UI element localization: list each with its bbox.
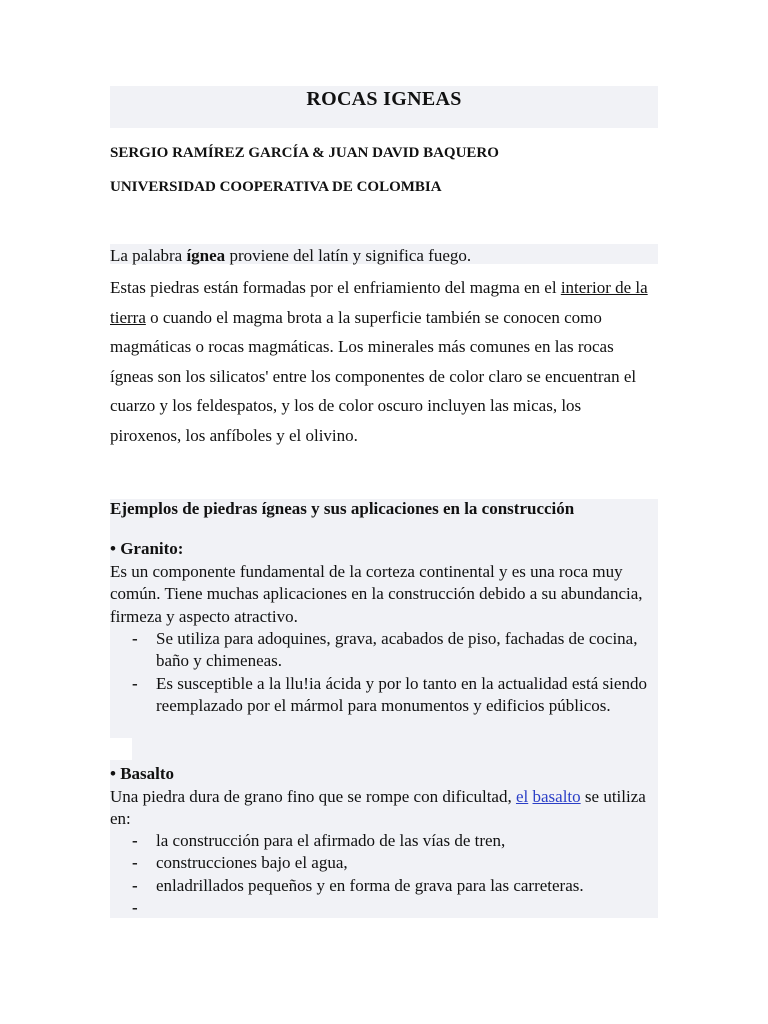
dash-bullet: - <box>132 898 138 918</box>
granito-description: Es un componente fundamental de la corteza continental y es una roca muy común. Tiene muchas aplicaciones en la construcción debido a su abundancia, firmeza y aspecto atractivo. <box>110 562 643 626</box>
page-title: ROCAS IGNEAS <box>306 88 462 110</box>
list-item <box>110 830 658 852</box>
university-line: UNIVERSIDAD COOPERATIVA DE COLOMBIA <box>110 179 442 195</box>
list-item-text: construcciones bajo el agua, <box>156 853 348 873</box>
intro-p1-bold: ígnea <box>186 246 226 265</box>
granito-heading: • Granito: <box>110 539 184 558</box>
authors-line: SERGIO RAMÍREZ GARCÍA & JUAN DAVID BAQUERO <box>110 145 499 161</box>
basalto-list <box>110 830 658 918</box>
dash-bullet: - <box>132 875 138 895</box>
list-item-text: Es susceptible a la llu!ia ácida y por lo tanto en la actualidad está siendo reemplazado por el mármol para monumentos y edificios públicos. <box>156 673 647 716</box>
list-item-text: enladrillados pequeños y en forma de grava para las carreteras. <box>156 875 584 895</box>
list-item-text: la construcción para el afirmado de las vías de tren, <box>156 831 506 850</box>
el-link[interactable]: el <box>515 787 529 806</box>
basalto-link[interactable]: basalto <box>532 787 581 806</box>
highlight-gap <box>110 738 132 760</box>
basalto-description <box>110 786 650 831</box>
list-item <box>110 852 658 874</box>
dash-bullet: - <box>132 853 138 873</box>
list-item <box>110 673 658 718</box>
list-item <box>110 875 658 897</box>
intro-paragraph-2 <box>110 273 655 451</box>
list-item-text: Se utiliza para adoquines, grava, acabados de piso, fachadas de cocina, baño y chimeneas. <box>156 629 638 671</box>
intro-p2-text: Estas piedras están formadas por el enfriamiento del magma en el <box>110 278 561 297</box>
dash-bullet: - <box>132 673 138 693</box>
intro-p1-text-end: proviene del latín y significa fuego. <box>225 246 472 265</box>
list-item <box>110 628 658 673</box>
dash-bullet: - <box>132 831 138 850</box>
interior-tierra-link[interactable]: interior de la tierra <box>110 278 648 327</box>
dash-bullet: - <box>132 629 138 648</box>
intro-p1-text: La palabra <box>110 246 187 265</box>
examples-heading: Ejemplos de piedras ígneas y sus aplicaciones en la construcción <box>110 499 575 518</box>
intro-p2-text-end: o cuando el magma brota a la superficie también se conocen como magmáticas o rocas magmáticas. Los minerales más comunes en las rocas ígneas son los silicatos' entre los componentes de color claro se encuentran el cuarzo y los feldespatos, y los de color oscuro incluyen las micas, los piroxenos, los anfíboles y el olivino. <box>110 307 637 445</box>
basalto-heading: • Basalto <box>110 764 175 783</box>
basalto-text-end: se utiliza en: <box>110 787 646 829</box>
intro-paragraph-1 <box>110 245 658 267</box>
granito-list <box>110 628 658 718</box>
basalto-text: Una piedra dura de grano fino que se rompe con dificultad, <box>110 787 516 806</box>
